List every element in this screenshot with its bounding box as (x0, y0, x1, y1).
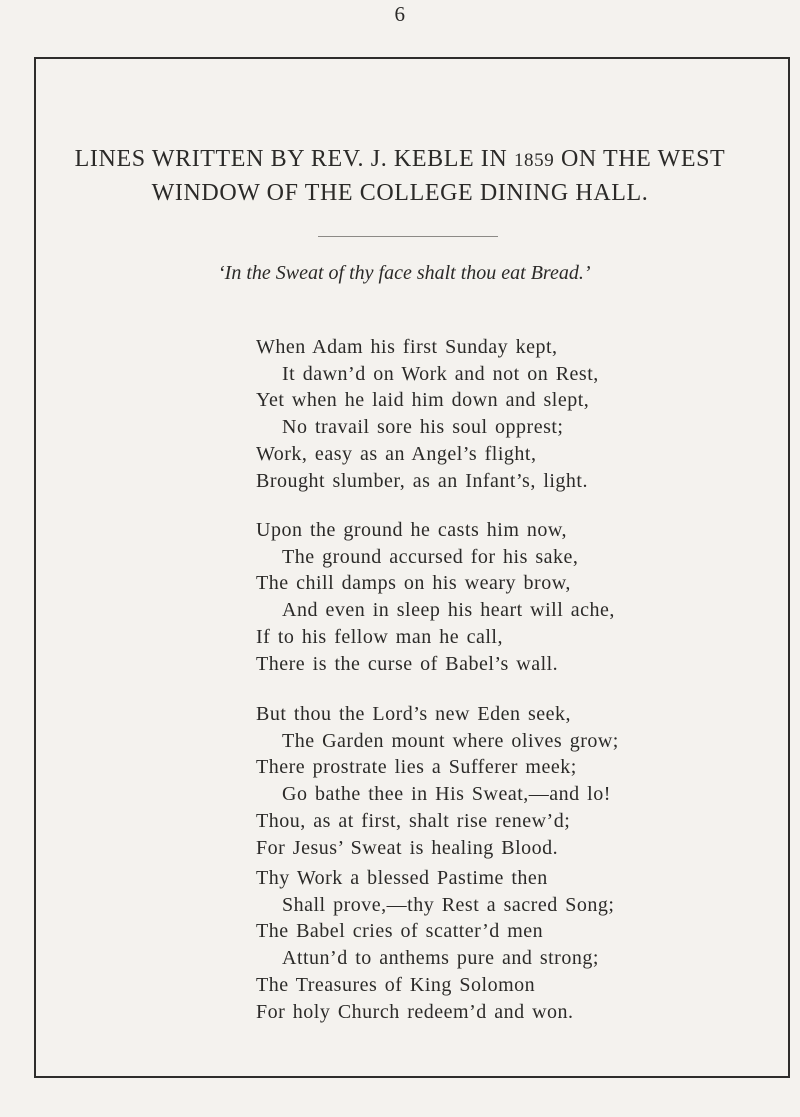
verse-line: Attun’d to anthems pure and strong; (282, 947, 599, 970)
verse-line: Yet when he laid him down and slept, (256, 389, 590, 412)
title-divider-rule (318, 236, 498, 237)
poem-title-year: 1859 (513, 150, 555, 171)
stanza-1 (256, 334, 599, 494)
verse-line: When Adam his first Sunday kept, (256, 336, 558, 358)
poem-title (0, 143, 800, 209)
verse-line: Shall prove,—thy Rest a sacred Song; (282, 893, 615, 916)
verse-line: If to his fellow man he call, (256, 625, 503, 648)
verse-line: The chill damps on his weary brow, (256, 572, 571, 595)
verse-line: And even in sleep his heart will ache, (282, 599, 615, 622)
verse-line: No travail sore his soul opprest; (282, 416, 564, 439)
poem-title-line-1 (0, 143, 800, 177)
poem-title-text-before-year: LINES WRITTEN BY REV. J. KEBLE IN (74, 146, 514, 172)
verse-line: The Babel cries of scatter’d men (256, 920, 544, 943)
verse-line: The Garden mount where olives grow; (282, 729, 619, 752)
verse-line: Upon the ground he casts him now, (256, 519, 568, 541)
stanza-3 (256, 701, 619, 861)
page-number: 6 (394, 2, 406, 26)
verse-line: It dawn’d on Work and not on Rest, (282, 362, 599, 385)
epigraph: ‘In the Sweat of thy face shalt thou eat Bread.’ (218, 262, 591, 284)
verse-line: But thou the Lord’s new Eden seek, (256, 703, 572, 725)
verse-line: Go bathe thee in His Sweat,—and lo! (282, 783, 611, 806)
stanza-2 (256, 517, 615, 677)
verse-line: The ground accursed for his sake, (282, 545, 579, 568)
stanza-4 (256, 865, 614, 1025)
verse-line: Thy Work a blessed Pastime then (256, 867, 548, 889)
poem-title-text-after-year: ON THE WEST (554, 146, 726, 172)
verse-line: There prostrate lies a Sufferer meek; (256, 756, 577, 779)
verse-line: The Treasures of King Solomon (256, 973, 536, 996)
verse-line: Work, easy as an Angel’s flight, (256, 442, 537, 465)
verse-line: For Jesus’ Sweat is healing Blood. (256, 836, 559, 859)
poem-title-line-2: WINDOW OF THE COLLEGE DINING HALL. (151, 180, 649, 206)
verse-line: Brought slumber, as an Infant’s, light. (256, 469, 588, 492)
verse-line: For holy Church redeem’d and won. (256, 1000, 574, 1023)
verse-line: There is the curse of Babel’s wall. (256, 652, 559, 675)
verse-line: Thou, as at first, shalt rise renew’d; (256, 809, 571, 832)
